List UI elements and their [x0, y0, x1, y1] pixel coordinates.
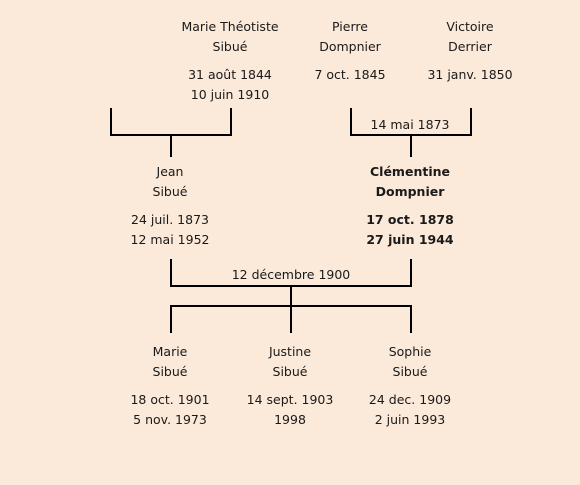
marriage-label-pierre-victoire: 14 mai 1873: [370, 117, 450, 132]
person-name-line1: Victoire: [446, 19, 494, 34]
person-name-line1: Justine: [268, 344, 312, 359]
birth-date: 31 août 1844: [188, 67, 272, 82]
birth-date: 18 oct. 1901: [130, 392, 210, 407]
person-jean[interactable]: [100, 162, 240, 250]
person-name-line1: Sophie: [388, 344, 432, 359]
person-name-line2: Sibué: [272, 364, 308, 379]
death-date: 12 mai 1952: [130, 232, 210, 247]
person-name-line2: Sibué: [392, 364, 428, 379]
person-name-line2: Derrier: [448, 39, 492, 54]
death-date: 5 nov. 1973: [133, 412, 207, 427]
death-date: 2 juin 1993: [374, 412, 446, 427]
death-date: 27 juin 1944: [366, 232, 454, 247]
birth-date: 24 dec. 1909: [368, 392, 452, 407]
person-name-line1: Jean: [156, 164, 184, 179]
person-name-line2: Sibué: [152, 364, 188, 379]
birth-date: 31 janv. 1850: [427, 67, 513, 82]
birth-date: 24 juil. 1873: [131, 212, 209, 227]
person-name-line1: Pierre: [332, 19, 368, 34]
person-pierre[interactable]: [280, 17, 420, 85]
birth-date: 17 oct. 1878: [366, 212, 454, 227]
person-name-line2: Dompnier: [375, 184, 445, 199]
person-name-line1: Clémentine: [370, 164, 450, 179]
person-victoire[interactable]: [400, 17, 540, 85]
person-marie[interactable]: [100, 342, 240, 430]
person-name-line1: Marie: [152, 344, 188, 359]
person-sophie[interactable]: [340, 342, 480, 430]
person-name-line2: Sibué: [152, 184, 188, 199]
person-clementine[interactable]: [340, 162, 480, 250]
birth-date: 14 sept. 1903: [246, 392, 334, 407]
person-marie-theotiste[interactable]: [160, 17, 300, 105]
marriage-label-jean-clementine: 12 décembre 1900: [231, 267, 351, 282]
person-name-line1: Marie Théotiste: [181, 19, 279, 34]
person-name-line2: Sibué: [212, 39, 248, 54]
death-date: 1998: [274, 412, 306, 427]
person-name-line2: Dompnier: [319, 39, 381, 54]
birth-date: 7 oct. 1845: [314, 67, 386, 82]
parent-bracket-sibue: [111, 108, 231, 135]
death-date: 10 juin 1910: [190, 87, 270, 102]
person-justine[interactable]: [220, 342, 360, 430]
